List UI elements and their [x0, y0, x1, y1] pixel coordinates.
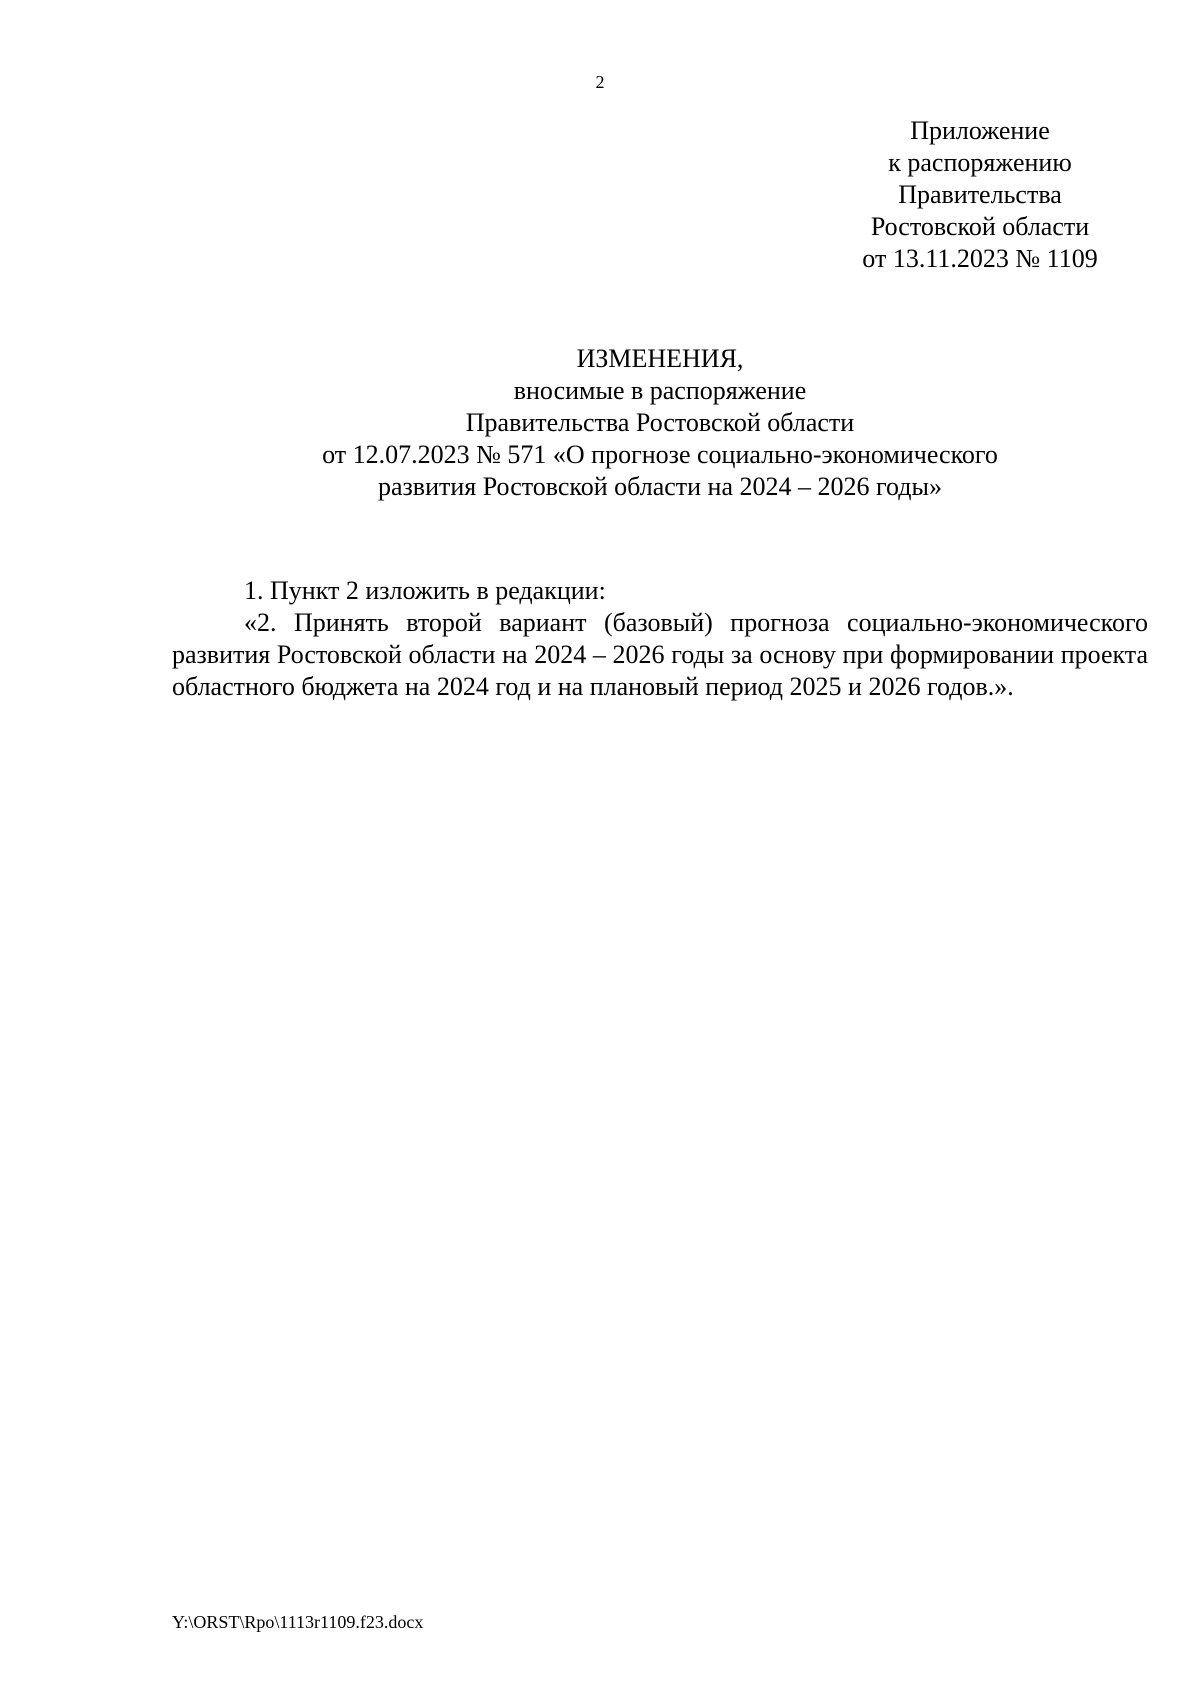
heading-line: от 12.07.2023 № 571 «О прогнозе социально-экономического [322, 440, 998, 469]
body-item-2: «2. Принять второй вариант (базовый) прогноза социально-экономического развития Ростовской области на 2024 – 2026 годы за основу при формировании проекта областного бюджета на 2024 год и на плановый период 2025 и 2026 годов.». [172, 608, 1148, 701]
document-heading [170, 343, 1150, 503]
heading-line: Правительства Ростовской области [465, 408, 855, 437]
appendix-line: к распоряжению [888, 148, 1072, 177]
appendix-block [820, 115, 1140, 275]
appendix-line: Приложение [910, 116, 1050, 145]
heading-line: вносимые в распоряжение [513, 376, 807, 405]
heading-title: ИЗМЕНЕНИЯ, [576, 344, 744, 373]
appendix-line: Ростовской области [870, 212, 1090, 241]
document-body [172, 575, 1148, 703]
body-item-1: 1. Пункт 2 изложить в редакции: [244, 576, 606, 605]
heading-line: развития Ростовской области на 2024 – 2026 годы» [378, 472, 942, 501]
appendix-line: Правительства [898, 180, 1062, 209]
footer-file-path: Y:\ORST\Rpo\1113r1109.f23.docx [172, 1612, 424, 1632]
appendix-date-number: от 13.11.2023 № 1109 [862, 244, 1098, 273]
page-number: 2 [595, 72, 605, 92]
